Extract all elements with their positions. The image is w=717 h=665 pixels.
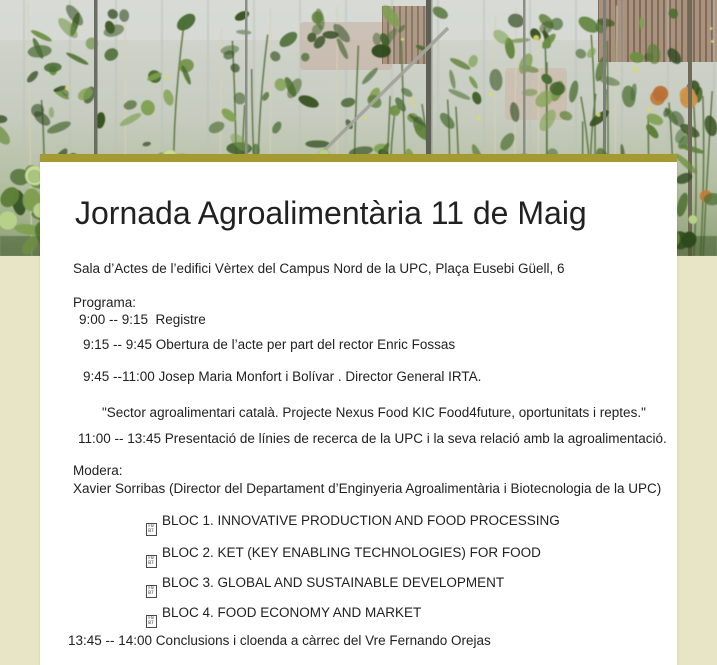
bloc-text: BLOC 1. INNOVATIVE PRODUCTION AND FOOD PROCESSING bbox=[162, 513, 560, 528]
moderator-text: Xavier Sorribas (Director del Departament d’Enginyeria Agroalimentària i Biotecnologia de la UPC) bbox=[73, 481, 662, 496]
location-text: Sala d’Actes de l’edifici Vèrtex del Campus Nord de la UPC, Plaça Eusebi Güell, 6 bbox=[73, 261, 565, 276]
moderator-label: Modera: bbox=[73, 463, 123, 478]
bloc-text: BLOC 4. FOOD ECONOMY AND MARKET bbox=[162, 605, 422, 620]
bloc-text: BLOC 3. GLOBAL AND SUSTAINABLE DEVELOPMENT bbox=[162, 575, 505, 590]
form-card bbox=[40, 154, 677, 665]
bloc-item bbox=[146, 544, 541, 568]
schedule-item: 9:45 --11:00 Josep Maria Monfort i Bolívar . Director General IRTA. bbox=[83, 369, 482, 384]
missing-glyph-icon: F0 B7 bbox=[146, 523, 157, 536]
schedule-item: 9:00 -- 9:15 Registre bbox=[79, 312, 206, 327]
program-label: Programa: bbox=[73, 295, 137, 310]
missing-glyph-icon: F0 B7 bbox=[146, 585, 157, 598]
accent-bar bbox=[40, 154, 677, 162]
closing-text: 13:45 -- 14:00 Conclusions i cloenda a càrrec del Vre Fernando Orejas bbox=[68, 633, 491, 648]
missing-glyph-icon: F0 B7 bbox=[146, 555, 157, 568]
bloc-item bbox=[146, 512, 560, 536]
form-title: Jornada Agroalimentària 11 de Maig bbox=[75, 195, 587, 231]
bloc-text: BLOC 2. KET (KEY ENABLING TECHNOLOGIES) FOR FOOD bbox=[162, 545, 541, 560]
missing-glyph-icon: F0 B7 bbox=[146, 615, 157, 628]
bloc-item bbox=[146, 574, 504, 598]
bloc-item bbox=[146, 604, 421, 628]
schedule-item: 11:00 -- 13:45 Presentació de línies de recerca de la UPC i la seva relació amb la agroalimentació. bbox=[78, 431, 667, 446]
schedule-quote: "Sector agroalimentari català. Projecte Nexus Food KIC Food4future, oportunitats i reptes." bbox=[102, 405, 646, 420]
schedule-item: 9:15 -- 9:45 Obertura de l’acte per part del rector Enric Fossas bbox=[83, 337, 456, 352]
